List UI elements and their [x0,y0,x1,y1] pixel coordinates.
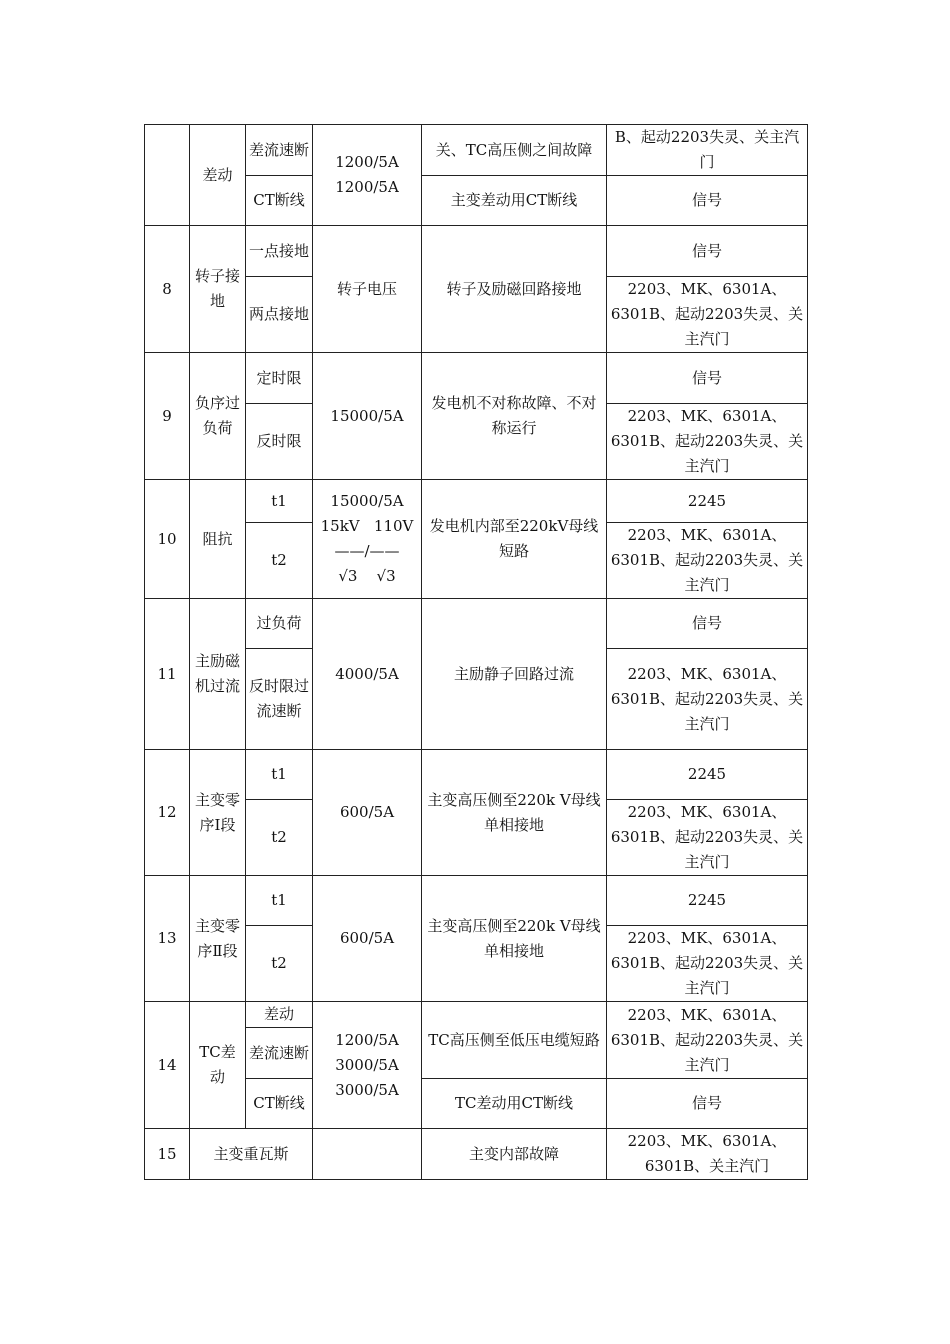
protection-name: 主变零序Ⅰ段 [190,750,246,876]
table-row [145,1002,808,1028]
ct-ratio: 1200/5A 1200/5A [313,125,422,226]
ct-ratio: 600/5A [313,876,422,1002]
row-number: 13 [145,876,190,1002]
table-row [145,226,808,277]
table-row [145,750,808,800]
table-row [145,353,808,404]
row-number: 15 [145,1129,190,1180]
trip-output: 2203、MK、6301A、6301B、起动2203失灵、关主汽门 [607,1002,808,1079]
trip-output: 信号 [607,599,808,649]
protection-name: 主变重瓦斯 [190,1129,313,1180]
trip-output: 2245 [607,876,808,926]
protection-name: 转子接地 [190,226,246,353]
sub-item: 两点接地 [246,277,313,353]
fault-description: TC高压侧至低压电缆短路 [422,1002,607,1079]
trip-output: 2203、MK、6301A、6301B、起动2203失灵、关主汽门 [607,523,808,599]
protection-table [144,124,808,1180]
protection-name: 主变零序Ⅱ段 [190,876,246,1002]
trip-output: 2203、MK、6301A、6301B、起动2203失灵、关主汽门 [607,800,808,876]
sub-item: t2 [246,523,313,599]
trip-output: 2245 [607,480,808,523]
protection-name: 差动 [190,125,246,226]
table-row [145,1129,808,1180]
sub-item: CT断线 [246,176,313,226]
trip-output: 信号 [607,353,808,404]
trip-output: 信号 [607,226,808,277]
table-row [145,876,808,926]
row-number [145,125,190,226]
ct-ratio: 600/5A [313,750,422,876]
row-number: 9 [145,353,190,480]
trip-output: 2203、MK、6301A、6301B、关主汽门 [607,1129,808,1180]
fault-description: TC差动用CT断线 [422,1079,607,1129]
fault-description: 主变差动用CT断线 [422,176,607,226]
sub-item: 差动 [246,1002,313,1028]
fault-description: 关、TC高压侧之间故障 [422,125,607,176]
trip-output: 2203、MK、6301A、6301B、起动2203失灵、关主汽门 [607,277,808,353]
row-number: 14 [145,1002,190,1129]
protection-name: 负序过负荷 [190,353,246,480]
sub-item: 差流速断 [246,125,313,176]
ct-ratio: 4000/5A [313,599,422,750]
trip-output: 信号 [607,1079,808,1129]
protection-name: 阻抗 [190,480,246,599]
row-number: 11 [145,599,190,750]
protection-name: TC差动 [190,1002,246,1129]
sub-item: CT断线 [246,1079,313,1129]
trip-output: 2203、MK、6301A、6301B、起动2203失灵、关主汽门 [607,404,808,480]
fault-description: 主变内部故障 [422,1129,607,1180]
row-number: 12 [145,750,190,876]
fault-description: 主变高压侧至220k V母线单相接地 [422,876,607,1002]
table-row [145,480,808,523]
sub-item: t2 [246,926,313,1002]
sub-item: 定时限 [246,353,313,404]
ct-ratio [313,1129,422,1180]
row-number: 8 [145,226,190,353]
ct-ratio: 15000/5A 15kV 110V ——/—— √3 √3 [313,480,422,599]
trip-output: 信号 [607,176,808,226]
sub-item: t1 [246,480,313,523]
sub-item: 过负荷 [246,599,313,649]
sub-item: t1 [246,876,313,926]
fault-description: 发电机内部至220kV母线短路 [422,480,607,599]
sub-item: 反时限过流速断 [246,649,313,750]
table-row [145,125,808,176]
trip-output: B、起动2203失灵、关主汽门 [607,125,808,176]
sub-item: 反时限 [246,404,313,480]
row-number: 10 [145,480,190,599]
ct-ratio: 15000/5A [313,353,422,480]
trip-output: 2203、MK、6301A、6301B、起动2203失灵、关主汽门 [607,926,808,1002]
fault-description: 主变高压侧至220k V母线单相接地 [422,750,607,876]
trip-output: 2203、MK、6301A、6301B、起动2203失灵、关主汽门 [607,649,808,750]
table-row [145,599,808,649]
fault-description: 发电机不对称故障、不对称运行 [422,353,607,480]
sub-item: t2 [246,800,313,876]
fault-description: 转子及励磁回路接地 [422,226,607,353]
sub-item: 一点接地 [246,226,313,277]
fault-description: 主励静子回路过流 [422,599,607,750]
trip-output: 2245 [607,750,808,800]
sub-item: t1 [246,750,313,800]
sub-item: 差流速断 [246,1028,313,1079]
ct-ratio: 转子电压 [313,226,422,353]
ct-ratio: 1200/5A 3000/5A 3000/5A [313,1002,422,1129]
protection-name: 主励磁机过流 [190,599,246,750]
